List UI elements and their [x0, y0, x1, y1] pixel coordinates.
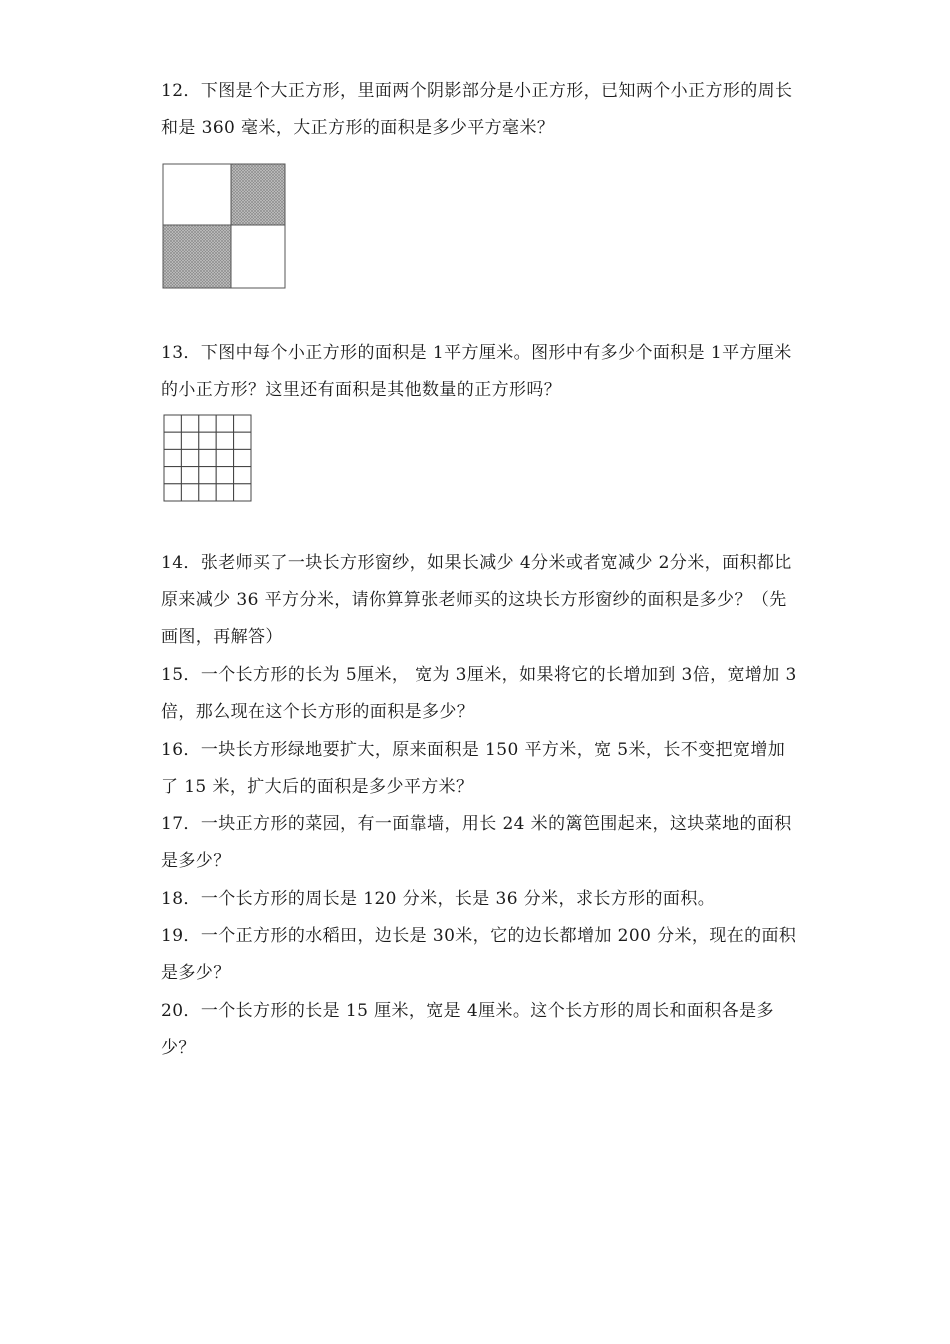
question-17: [161, 806, 801, 880]
question-text: 一块长方形绿地要扩大，原来面积是 150 平方米，宽 5米，长不变把宽增加了 15 米，扩大后的面积是多少平方米？: [161, 740, 786, 797]
grid-cell: [216, 449, 233, 466]
grid-cell: [181, 415, 198, 432]
shaded-square-bottom-left: [163, 225, 231, 288]
grid-cell: [181, 484, 198, 501]
question-number: 19．: [161, 926, 201, 946]
figure-5x5-grid: [163, 414, 252, 502]
question-text: 张老师买了一块长方形窗纱，如果长减少 4分米或者宽减少 2分米，面积都比原来减少 36 平方分米，请你算算张老师买的这块长方形窗纱的面积是多少？（先画图，再解答）: [161, 553, 792, 647]
question-14: [161, 545, 801, 656]
grid-cell: [234, 484, 251, 501]
question-number: 13．: [161, 343, 201, 363]
grid-cell: [199, 449, 216, 466]
question-number: 14．: [161, 553, 201, 573]
grid-cell: [181, 432, 198, 449]
question-18: [161, 881, 801, 918]
grid-cell: [164, 484, 181, 501]
grid-cell: [199, 484, 216, 501]
question-number: 16．: [161, 740, 201, 760]
question-number: 18．: [161, 889, 201, 909]
grid-cell: [164, 432, 181, 449]
grid-cell: [181, 449, 198, 466]
grid-cell: [234, 449, 251, 466]
grid-cell: [164, 467, 181, 484]
question-number: 12．: [161, 81, 201, 101]
shaded-square-top-right: [231, 164, 285, 225]
grid-cell: [216, 467, 233, 484]
question-12: [161, 73, 801, 147]
grid-cell: [164, 415, 181, 432]
grid-cell: [199, 467, 216, 484]
question-19: [161, 918, 801, 992]
grid-cell: [216, 432, 233, 449]
grid-cell: [234, 415, 251, 432]
question-text: 下图是个大正方形，里面两个阴影部分是小正方形，已知两个小正方形的周长和是 360 毫米，大正方形的面积是多少平方毫米？: [161, 81, 793, 138]
question-number: 20．: [161, 1001, 201, 1021]
question-text: 一个长方形的长为 5厘米， 宽为 3厘米，如果将它的长增加到 3倍，宽增加 3倍，那么现在这个长方形的面积是多少？: [161, 665, 797, 722]
question-number: 15．: [161, 665, 201, 685]
grid-cell: [234, 432, 251, 449]
grid-cell: [199, 432, 216, 449]
question-number: 17．: [161, 814, 201, 834]
question-16: [161, 732, 801, 806]
grid-cell: [216, 484, 233, 501]
figure-big-square-with-shaded-squares: [162, 163, 286, 289]
question-15: [161, 657, 801, 731]
grid-cell: [164, 449, 181, 466]
question-20: [161, 993, 801, 1067]
question-text: 一个长方形的周长是 120 分米，长是 36 分米，求长方形的面积。: [200, 889, 716, 909]
question-13: [161, 335, 801, 409]
grid-cell: [234, 467, 251, 484]
question-text: 下图中每个小正方形的面积是 1平方厘米。图形中有多少个面积是 1平方厘米的小正方形？这里还有面积是其他数量的正方形吗？: [161, 343, 792, 400]
question-text: 一个长方形的长是 15 厘米，宽是 4厘米。这个长方形的周长和面积各是多少？: [161, 1001, 774, 1058]
question-text: 一块正方形的菜园，有一面靠墙，用长 24 米的篱笆围起来，这块菜地的面积是多少？: [161, 814, 792, 871]
question-text: 一个正方形的水稻田，边长是 30米，它的边长都增加 200 分米，现在的面积是多少？: [161, 926, 797, 983]
grid-cell: [199, 415, 216, 432]
grid-cell: [181, 467, 198, 484]
grid-cell: [216, 415, 233, 432]
